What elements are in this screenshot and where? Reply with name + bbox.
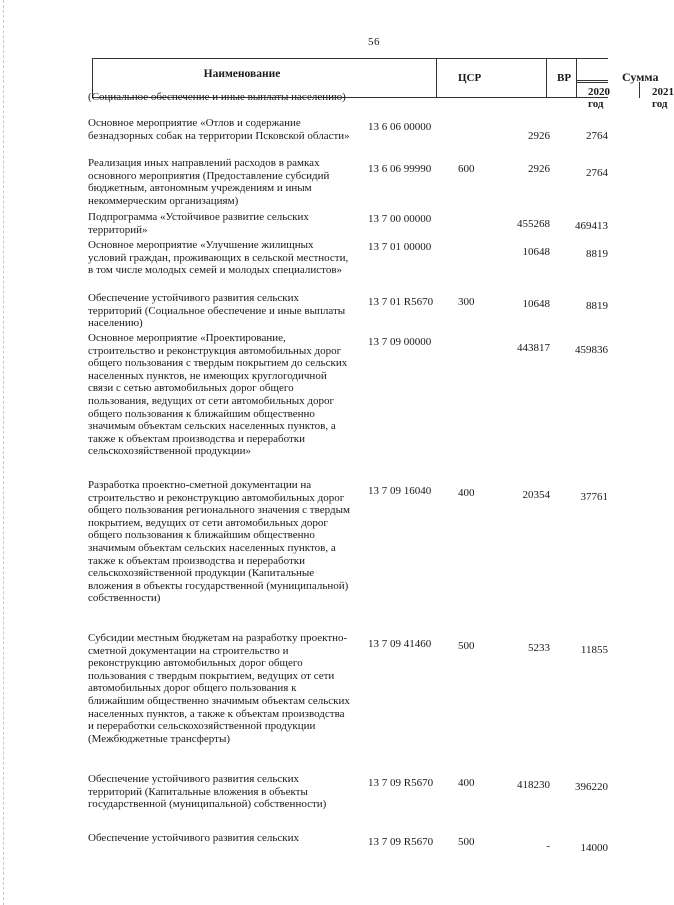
row-amount-2020: 10648 — [522, 246, 550, 258]
row-amount-2020: 2926 — [528, 163, 550, 175]
row-csr: 13 7 09 41460 — [368, 638, 432, 650]
row-amount-2020: - — [546, 840, 550, 852]
row-csr: 13 7 00 00000 — [368, 213, 432, 225]
row-vr: 600 — [458, 163, 475, 175]
row-csr: 13 7 09 R5670 — [368, 836, 434, 848]
row-amount-2020: 10648 — [522, 298, 550, 310]
row-name: Обеспечение устойчивого развития сельских территорий (Социальное обеспечение и иные выплаты населению) — [88, 292, 346, 330]
row-name: Основное мероприятие «Проектирование, строительство и реконструкция автомобильных дорог общего пользования с твердым покрытием до сельских населенных пунктов, не имеющих круглогодичной связи с сетью автомобильных дорог общего пользования, ведущих от сети автомобильных дорог общего пользования к ближайшим общественно значимым объектам сельских населенных пунктов, а также к объектам производства и переработки сельскохозяйственной продукции» — [88, 332, 348, 458]
row-name: Обеспечение устойчивого развития сельских территорий (Капитальные вложения в объекты государственной (муниципальной) собственности) — [88, 773, 327, 811]
row-name: Обеспечение устойчивого развития сельских — [88, 832, 300, 844]
row-csr: 13 7 09 R5670 — [368, 777, 434, 789]
row-amount-2021: 8819 — [586, 300, 608, 312]
row-amount-2020: 443817 — [517, 342, 550, 354]
row-amount-2020: 2926 — [528, 130, 550, 142]
row-name: Основное мероприятие «Улучшение жилищных условий граждан, проживающих в сельской местности, в том числе молодых семей и молодых специалистов» — [88, 239, 349, 277]
header-csr: ЦСР — [458, 72, 482, 84]
row-csr: 13 7 01 00000 — [368, 241, 432, 253]
row-amount-2021: 8819 — [586, 248, 608, 260]
row-vr: 400 — [458, 487, 475, 499]
row-amount-2020: 455268 — [517, 218, 550, 230]
row-csr: 13 7 09 16040 — [368, 485, 432, 497]
row-amount-2021: 2764 — [586, 130, 608, 142]
row-name: Разработка проектно-сметной документации на строительство и реконструкцию автомобильных дорог общего пользования регионального значения с твердым покрытием, ведущих от сети автомобильных дорог общего пользования к ближайшим общественно значимым объектам сельских населенных пунктов, а также к объектам производства и переработки сельскохозяйственной продукции (Капитальные вложения в объекты государственной (муниципальной) собственности) — [88, 479, 350, 605]
header-name: Наименование — [203, 68, 281, 80]
header-sum: Сумма — [622, 70, 659, 84]
row-amount-2021: 37761 — [580, 491, 608, 503]
row-name: Субсидии местным бюджетам на разработку проектно-сметной документации на строительство и реконструкцию автомобильных дорог общего пользования с твердым покрытием, ведущих от сети автомобильных дорог общего пользования к ближайшим общественно значимым объектам сельских населенных пунктов, а также к объектам производства и переработки сельскохозяйственной продукции (Межбюджетные трансферты) — [88, 632, 350, 745]
header-year-2020: 2020 год — [588, 86, 610, 110]
row-csr: 13 7 09 00000 — [368, 336, 432, 348]
row-vr: 400 — [458, 777, 475, 789]
row-name: (Социальное обеспечение и иные выплаты населению) — [88, 91, 346, 103]
row-amount-2021: 469413 — [575, 220, 608, 232]
row-amount-2021: 2764 — [586, 167, 608, 179]
row-csr: 13 6 06 99990 — [368, 163, 432, 175]
row-vr: 500 — [458, 836, 475, 848]
row-csr: 13 7 01 R5670 — [368, 296, 434, 308]
header-vr: ВР — [557, 72, 572, 84]
row-vr: 300 — [458, 296, 475, 308]
row-amount-2021: 459836 — [575, 344, 608, 356]
row-amount-2021: 11855 — [580, 644, 608, 656]
row-amount-2020: 418230 — [517, 779, 550, 791]
row-name: Подпрограмма «Устойчивое развитие сельских территорий» — [88, 211, 309, 236]
page-number: 56 — [368, 36, 380, 48]
row-csr: 13 6 06 00000 — [368, 121, 432, 133]
header-year-2021: 2021 год — [652, 86, 674, 110]
row-amount-2020: 5233 — [528, 642, 550, 654]
row-vr: 500 — [458, 640, 475, 652]
row-name: Реализация иных направлений расходов в рамках основного мероприятия (Предоставление субсидий бюджетным, автономным учреждениям и иным некоммерческим организациям) — [88, 157, 330, 207]
row-amount-2020: 20354 — [522, 489, 550, 501]
row-amount-2021: 14000 — [580, 842, 608, 854]
row-amount-2021: 396220 — [575, 781, 608, 793]
row-name: Основное мероприятие «Отлов и содержание безнадзорных собак на территории Псковской области» — [88, 117, 350, 142]
